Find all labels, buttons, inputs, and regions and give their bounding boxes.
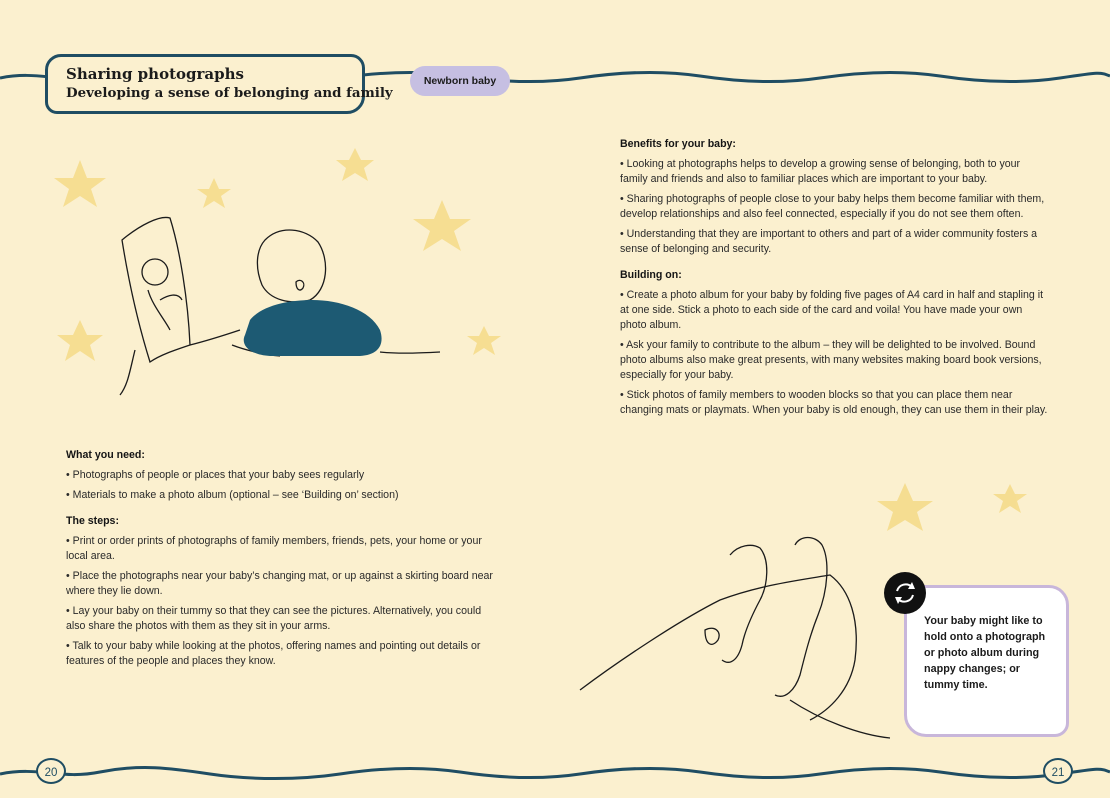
list-item: • Materials to make a photo album (optional – see ‘Building on’ section) — [66, 489, 399, 501]
page-number-left: 20 — [36, 758, 66, 784]
star-icon — [336, 148, 374, 181]
star-icon — [413, 200, 471, 251]
star-icon — [197, 178, 231, 208]
age-badge: Newborn baby — [410, 66, 510, 96]
star-icon — [54, 160, 106, 207]
page-subtitle: Developing a sense of belonging and family — [66, 85, 393, 101]
list-item: • Print or order prints of photographs of family members, friends, pets, your home or your local area. — [66, 535, 482, 562]
steps-heading: The steps: — [66, 515, 119, 527]
right-column — [620, 137, 1050, 423]
benefits-heading: Benefits for your baby: — [620, 138, 736, 150]
page-number-right: 21 — [1043, 758, 1073, 784]
list-item: • Place the photographs near your baby’s changing mat, or up against a skirting board near where they lie down. — [66, 570, 493, 597]
star-icon — [57, 320, 103, 361]
baby-feet-illustration — [580, 538, 890, 739]
list-item: • Lay your baby on their tummy so that they can see the pictures. Alternatively, you could also share the photos with them as they sit in your arms. — [66, 605, 482, 632]
star-icon — [993, 484, 1027, 513]
title-box — [45, 54, 393, 114]
list-item: • Talk to your baby while looking at the photos, offering names and pointing out details or features of the people and places they know. — [66, 640, 481, 667]
list-item: • Understanding that they are important to others and part of a wider community fosters a sense of belonging and security. — [620, 228, 1038, 255]
baby-clothes — [244, 300, 382, 356]
list-item: • Stick photos of family members to wooden blocks so that you can place them near changing mats or playmats. When your baby is old enough, they can use them in their play. — [620, 389, 1048, 416]
what-you-need-heading: What you need: — [66, 449, 145, 461]
left-column — [66, 448, 496, 674]
page-title: Sharing photographs — [66, 65, 244, 83]
star-icon — [467, 326, 501, 355]
refresh-icon — [884, 572, 926, 614]
star-icon — [877, 483, 933, 531]
list-item: • Looking at photographs helps to develop a growing sense of belonging, both to your family and friends and also to familiar places which are important to your baby. — [620, 158, 1021, 185]
bottom-wave-line — [0, 768, 1110, 779]
list-item: • Sharing photographs of people close to your baby helps them become familiar with them, develop relationships and also feel connected, especially if you do not see them often. — [620, 193, 1045, 220]
tip-text: Your baby might like to hold onto a photograph or photo album during nappy changes; or tummy time. — [924, 615, 1046, 691]
building-on-heading: Building on: — [620, 269, 682, 281]
list-item: • Ask your family to contribute to the album – they will be delighted to be involved. Bound photo albums also make great presents, with many websites making board book versions, especially for your baby. — [620, 339, 1042, 381]
list-item: • Photographs of people or places that your baby sees regularly — [66, 469, 365, 481]
tip-callout — [904, 585, 1069, 737]
list-item: • Create a photo album for your baby by folding five pages of A4 card in half and stapling it at one side. Stick a photo to each side of the card and voila! You have made your own photo album. — [620, 289, 1044, 331]
